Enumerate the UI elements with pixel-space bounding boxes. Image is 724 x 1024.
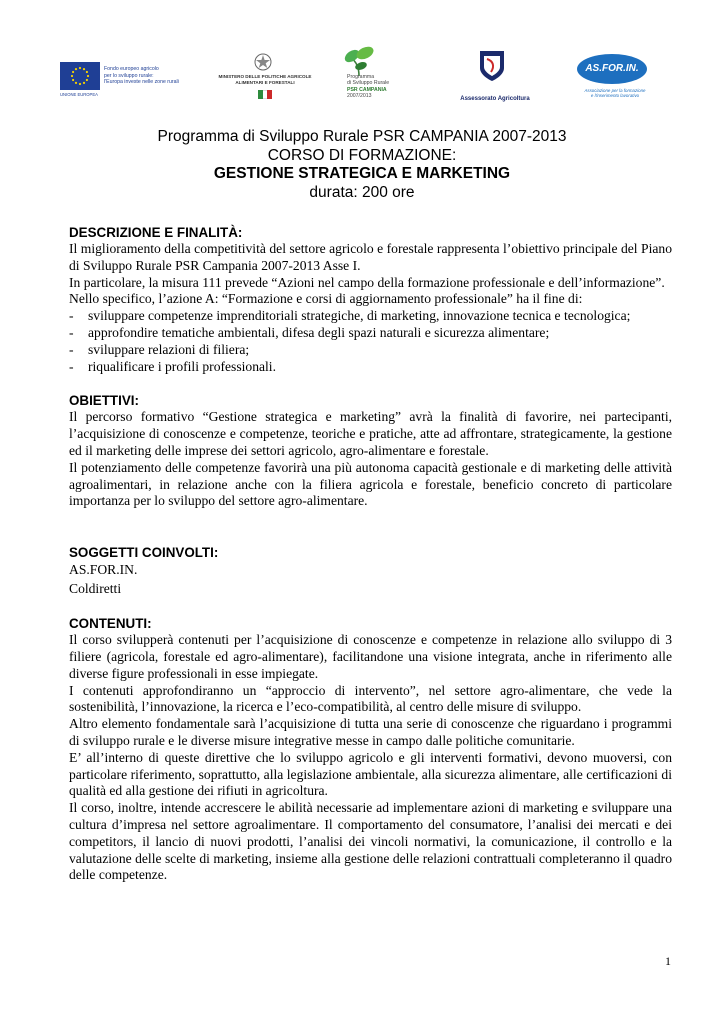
- eu-logo-caption: UNIONE EUROPEA: [60, 92, 98, 97]
- soggetti-heading: SOGGETTI COINVOLTI:: [69, 545, 219, 561]
- course-label: CORSO DI FORMAZIONE:: [267, 146, 457, 164]
- list-item: - sviluppare competenze imprenditoriali strategiche, di marketing, innovazione tecnica e tecnologica;: [69, 308, 631, 324]
- asforin-logo: [575, 54, 670, 110]
- list-item-text: sviluppare competenze imprenditoriali strategiche, di marketing, innovazione tecnica e tecnologica;: [88, 308, 631, 324]
- ministry-logo-text: MINISTERO DELLE POLITICHE AGRICOLE ALIMENTARI E FORESTALI: [218, 74, 312, 85]
- logo-header: [60, 52, 670, 112]
- contenuti-paragraph-5: Il corso, inoltre, intende accrescere le abilità necessarie ad implementare azioni di marketing e sviluppare una cultura d’impresa nel settore agroalimentare. Il comportamento del consumatore, l’analisi dei mercati e dei competitors, il lancio di nuovi prodotti, l’analisi dei vincoli normativi, la comunicazione, il controllo e la valutazione delle scelte di marketing, insieme alla gestione delle relazioni contrattuali completeranno il quadro delle competenze.: [69, 800, 672, 883]
- course-name: GESTIONE STRATEGICA E MARKETING: [213, 165, 511, 182]
- page-number: 1: [665, 954, 671, 968]
- psr-campania-logo: [337, 46, 397, 112]
- regione-campania-logo: [455, 50, 535, 110]
- italian-emblem-icon: [254, 52, 272, 72]
- list-item-text: approfondire tematiche ambientali, difesa degli spazi naturali e sicurezza alimentare;: [88, 324, 550, 340]
- descrizione-paragraph-2: In particolare, la misura 111 prevede “Azioni nel campo della formazione professionale e dell’informazione”.: [69, 274, 665, 290]
- regione-logo-text: Assessorato Agricoltura: [460, 96, 530, 102]
- list-item: - riqualificare i profili professionali.: [69, 358, 276, 374]
- italian-flag-icon: [258, 90, 272, 99]
- contenuti-paragraph-4: E’ all’interno di queste direttive che lo sviluppo agricolo e gli interventi formativi, devono muoversi, con particolare riferimento, soprattutto, alla legislazione ambientale, alla sicurezza alimentare, alle certificazioni di qualità ed alla gestione dei rifiuti in agricoltura.: [69, 749, 672, 799]
- asforin-logo-name: AS.FOR.IN.: [577, 54, 647, 84]
- psr-logo-line3: PSR CAMPANIA: [347, 86, 387, 93]
- eu-logo: [60, 62, 190, 96]
- document-body: [69, 224, 672, 884]
- list-item: - approfondire tematiche ambientali, difesa degli spazi naturali e sicurezza alimentare;: [69, 324, 550, 340]
- descrizione-paragraph-1: Il miglioramento della competitività del settore agricolo e forestale rappresenta l’obiettivo principale del Piano di Sviluppo Rurale PSR Campania 2007-2013 Asse I.: [69, 241, 672, 273]
- obiettivi-heading: OBIETTIVI:: [69, 393, 139, 409]
- contenuti-heading: CONTENUTI:: [69, 616, 152, 632]
- course-duration: durata: 200 ore: [309, 183, 415, 201]
- program-title: Programma di Sviluppo Rurale PSR CAMPANIA 2007-2013: [157, 128, 567, 145]
- contenuti-paragraph-1: Il corso svilupperà contenuti per l’acquisizione di conoscenze e competenze in relazione allo sviluppo di 3 filiere (agricola, forestale ed agro-alimentare), facilitandone una visione integrata, anche in riferimento alle diverse figure professionali in esse impiegate.: [69, 632, 672, 681]
- contenuti-paragraph-3: Altro elemento fondamentale sarà l’acquisizione di tutta una serie di conoscenze che riguardano i programmi di sviluppo rurale e le diverse misure integrative messe in campo dalle politiche comunitarie.: [69, 716, 672, 748]
- soggetti-item: AS.FOR.IN.: [69, 562, 138, 578]
- psr-logo-text: [347, 74, 389, 100]
- soggetti-item: Coldiretti: [69, 580, 122, 596]
- obiettivi-paragraph-2: Il potenziamento delle competenze favorirà una più autonoma capacità gestionale e di marketing delle attività agroalimentari, in relazione anche con la filiera agricola e forestale, beneficio concreto di particolare importanza per lo sviluppo del settore agro-alimentare.: [69, 459, 672, 509]
- list-item-text: riqualificare i profili professionali.: [88, 358, 276, 374]
- descrizione-heading: DESCRIZIONE E FINALITÀ:: [69, 225, 243, 240]
- list-item-text: sviluppare relazioni di filiera;: [88, 341, 250, 357]
- contenuti-paragraph-2: I contenuti approfondiranno un “approccio di intervento”, nel settore agro-alimentare, che vede la sostenibilità, l’innovazione, la ricerca e l’eco-compatibilità, al centro delle misure di sviluppo.: [69, 682, 672, 715]
- descrizione-paragraph-3: Nello specifico, l’azione A: “Formazione e corsi di aggiornamento professionale” ha il fine di:: [69, 291, 583, 307]
- psr-logo-line2: di Sviluppo Rurale: [347, 80, 390, 87]
- obiettivi-paragraph-1: Il percorso formativo “Gestione strategica e marketing” avrà la finalità di favorire, nei partecipanti, l’acquisizione di conoscenze e competenze, teoriche e pratiche, atte ad affrontare, strategicamente, la gestione ed il marketing delle imprese dei settori agricolo, agro-alimentare e forestale.: [69, 409, 672, 458]
- psr-logo-line4: 2007/2013: [347, 93, 372, 100]
- psr-logo-line1: Programma: [347, 74, 375, 80]
- list-item: - sviluppare relazioni di filiera;: [69, 341, 250, 357]
- ministry-logo: [210, 52, 320, 108]
- eu-flag-icon: [60, 62, 100, 90]
- asforin-logo-subtitle: Associazione per la formazione e l'inserimento lavorativo: [584, 88, 646, 99]
- regione-shield-icon: [479, 50, 505, 82]
- course-title-block: [60, 128, 664, 202]
- eu-logo-text: Fondo europeo agricolo per lo sviluppo rurale: l'Europa investe nelle zone rurali: [104, 66, 179, 85]
